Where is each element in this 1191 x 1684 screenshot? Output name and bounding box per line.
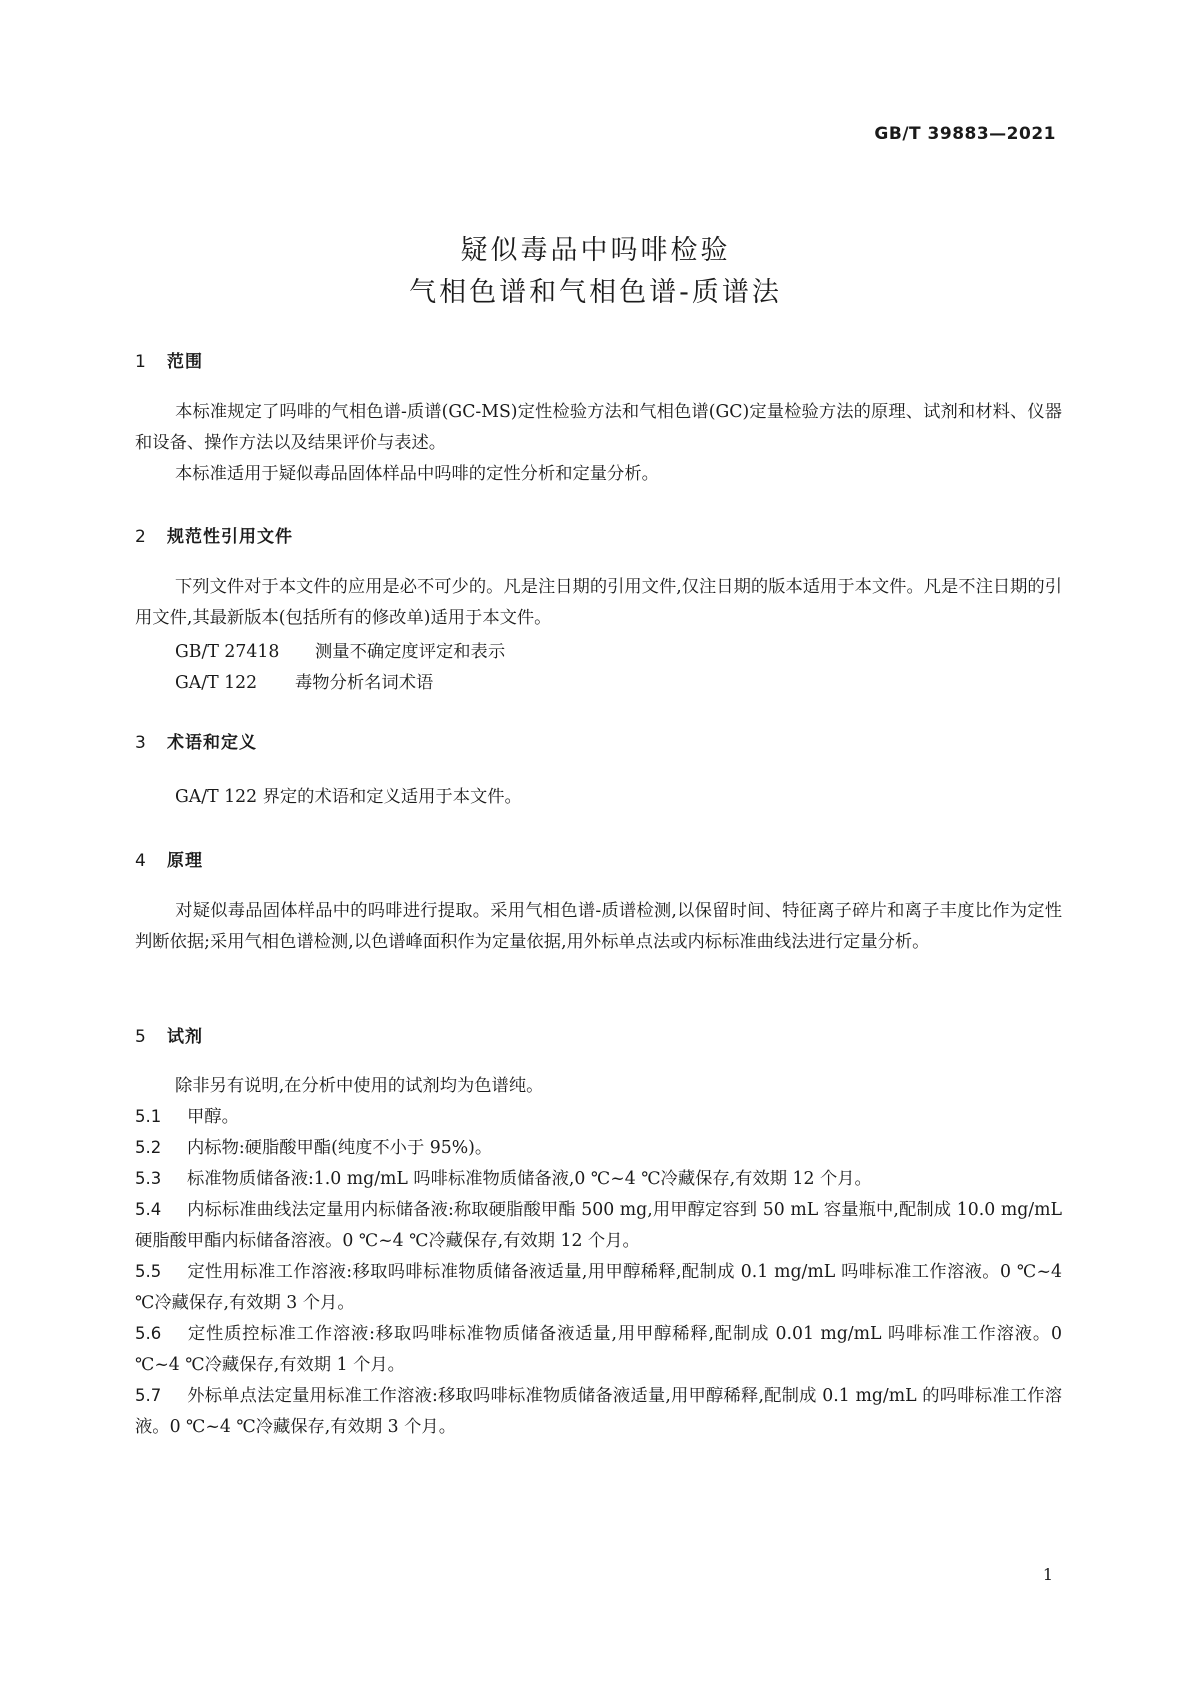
clause-number: 5.3 [135,1169,162,1188]
clause-number: 5.5 [135,1262,162,1281]
references-paragraph: 下列文件对于本文件的应用是必不可少的。凡是注日期的引用文件,仅注日期的版本适用于本文件。凡是不注日期的引用文件,其最新版本(包括所有的修改单)适用于本文件。 [135,577,1062,628]
reagent-item: 5.3 标准物质储备液:1.0 mg/mL 吗啡标准物质储备液,0 ℃~4 ℃冷藏保存,有效期 12 个月。 [135,1164,1062,1195]
clause-number: 5.2 [135,1138,162,1157]
section-title: 规范性引用文件 [167,527,293,547]
section-heading-principle [135,846,203,871]
clause-number: 5.7 [135,1386,162,1405]
reference-code: GA/T 122 [175,673,258,693]
reagent-item: 5.7 外标单点法定量用标准工作溶液:移取吗啡标准物质储备液适量,用甲醇稀释,配制成 0.1 mg/mL 的吗啡标准工作溶液。0 ℃~4 ℃冷藏保存,有效期 3 个月。 [135,1381,1062,1442]
reagents-intro: 除非另有说明,在分析中使用的试剂均为色谱纯。 [175,1076,544,1096]
reference-title: 毒物分析名词术语 [295,673,434,693]
section-title: 原理 [167,851,203,871]
reagent-item: 5.4 内标标准曲线法定量用内标储备液:称取硬脂酸甲酯 500 mg,用甲醇定容到 50 mL 容量瓶中,配制成 10.0 mg/mL 硬脂酸甲酯内标储备溶液。0 ℃~4 ℃冷藏保存,有效期 12 个月。 [135,1195,1062,1256]
scope-paragraph-1: 本标准规定了吗啡的气相色谱-质谱(GC-MS)定性检验方法和气相色谱(GC)定量检验方法的原理、试剂和材料、仪器和设备、操作方法以及结果评价与表述。 [135,402,1062,453]
section-number: 3 [135,733,147,753]
terms-paragraph: GA/T 122 界定的术语和定义适用于本文件。 [175,787,522,807]
section-title: 试剂 [167,1027,203,1047]
section-number: 4 [135,851,147,871]
section-number: 2 [135,527,147,547]
section-heading-scope [135,347,203,372]
reagent-item: 5.1 甲醇。 [135,1102,1062,1133]
reference-code: GB/T 27418 [175,642,280,662]
reference-item [175,668,433,693]
section-heading-reagents [135,1022,203,1047]
standard-number: GB/T 39883—2021 [874,124,1056,144]
clause-number: 5.1 [135,1107,162,1126]
reference-title: 测量不确定度评定和表示 [315,642,506,662]
scope-paragraph-2: 本标准适用于疑似毒品固体样品中吗啡的定性分析和定量分析。 [175,464,659,484]
clause-number: 5.6 [135,1324,162,1343]
document-title-line1: 疑似毒品中吗啡检验 [460,235,731,266]
principle-paragraph: 对疑似毒品固体样品中的吗啡进行提取。采用气相色谱-质谱检测,以保留时间、特征离子碎片和离子丰度比作为定性判断依据;采用气相色谱检测,以色谱峰面积作为定量依据,用外标单点法或内标标准曲线法进行定量分析。 [135,901,1062,952]
section-title: 术语和定义 [167,733,257,753]
section-number: 1 [135,352,147,372]
reagent-item: 5.6 定性质控标准工作溶液:移取吗啡标准物质储备液适量,用甲醇稀释,配制成 0.01 mg/mL 吗啡标准工作溶液。0 ℃~4 ℃冷藏保存,有效期 1 个月。 [135,1319,1062,1380]
section-heading-normative-references [135,522,293,547]
section-heading-terms [135,728,257,753]
document-title-line2: 气相色谱和气相色谱-质谱法 [409,277,782,308]
reference-item [175,637,505,662]
clause-number: 5.4 [135,1200,162,1219]
section-number: 5 [135,1027,147,1047]
reagent-item: 5.2 内标物:硬脂酸甲酯(纯度不小于 95%)。 [135,1133,1062,1164]
reagent-item: 5.5 定性用标准工作溶液:移取吗啡标准物质储备液适量,用甲醇稀释,配制成 0.1 mg/mL 吗啡标准工作溶液。0 ℃~4 ℃冷藏保存,有效期 3 个月。 [135,1257,1062,1318]
page-number: 1 [1042,1565,1053,1584]
section-title: 范围 [167,352,203,372]
